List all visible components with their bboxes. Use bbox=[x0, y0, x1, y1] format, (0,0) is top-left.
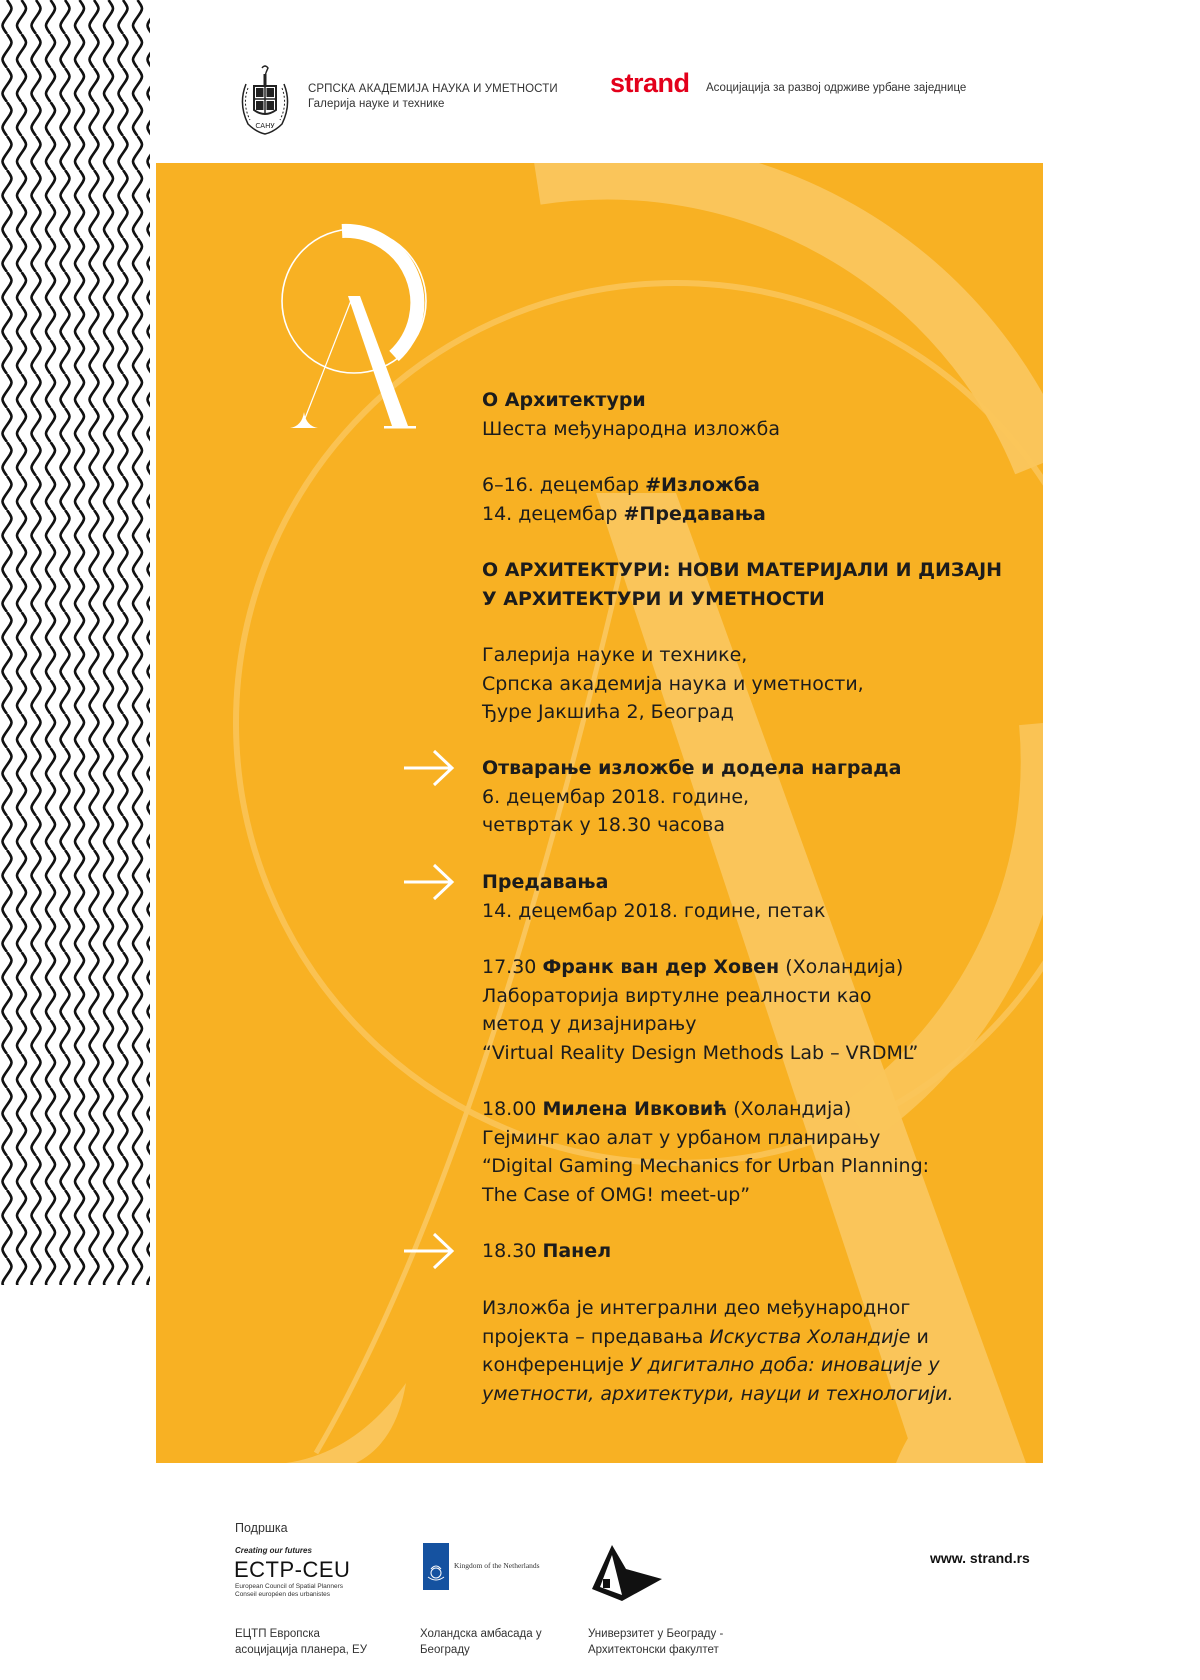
arrow-right-icon bbox=[402, 862, 456, 902]
talk-line: “Digital Gaming Mechanics for Urban Planning: bbox=[482, 1155, 930, 1177]
svg-text:САНУ: САНУ bbox=[255, 122, 275, 130]
strand-logo: strand bbox=[610, 68, 690, 98]
opening-date: 6. децембар 2018. године, bbox=[482, 785, 750, 808]
talk-line: Гејминг као алат у урбаном планирању bbox=[482, 1126, 881, 1149]
talk-line: The Case of OMG! meet-up” bbox=[482, 1183, 751, 1206]
panel-item bbox=[482, 1237, 1042, 1266]
talk-1 bbox=[482, 953, 1042, 1067]
exhibition-subtitle: Шеста међународна изложба bbox=[482, 417, 781, 440]
talk-line: Лабораторија виртулне реалности као bbox=[482, 984, 872, 1007]
o-arhitekturi-emblem-icon bbox=[276, 206, 436, 436]
talk-line: метод у дизајнирању bbox=[482, 1013, 697, 1035]
exhibition-title-block bbox=[482, 386, 1042, 443]
poster-panel bbox=[156, 163, 1043, 1463]
talk-country: (Холандија) bbox=[733, 1098, 852, 1120]
sanu-line-2: Галерија науке и технике bbox=[308, 98, 445, 110]
talk-2-header bbox=[482, 1095, 1042, 1124]
project-note: Изложба је интегрални део међународног пројекта – предавања Искуства Холандије и конференције У дигитално доба: иновације у уметности, архитектури, науци и технологији. bbox=[482, 1297, 954, 1405]
date-line-lectures: 14. децембар #Предавања bbox=[482, 502, 766, 525]
sanu-name bbox=[308, 82, 558, 112]
architecture-faculty-caption: Универзитет у Београду - Архитектонски факултет bbox=[588, 1628, 724, 1656]
arrow-right-icon bbox=[402, 748, 456, 788]
website-link[interactable]: www. strand.rs bbox=[930, 1550, 1030, 1566]
talk-speaker: Франк ван дер Ховен bbox=[542, 956, 780, 978]
talk-time: 17.30 bbox=[482, 956, 537, 978]
strand-description: Асоцијација за развој одрживе урбане заједнице bbox=[706, 82, 967, 94]
hashtag-lectures: #Предавања bbox=[623, 502, 766, 525]
talk-2 bbox=[482, 1095, 1042, 1209]
support-label: Подршка bbox=[235, 1521, 288, 1535]
ectp-caption: ЕЦТП Европска асоцијација планера, ЕУ bbox=[235, 1628, 368, 1656]
netherlands-crest-icon bbox=[423, 1543, 449, 1590]
lectures-date: 14. децембар 2018. године, петак bbox=[482, 899, 826, 922]
conference-title: У дигитално доба: иновације у bbox=[629, 1354, 940, 1376]
opening-block bbox=[482, 754, 1042, 840]
exhibition-title: О Архитектури bbox=[482, 389, 646, 411]
netherlands-caption: Холандска амбасада у Београду bbox=[420, 1628, 542, 1656]
talk-time: 18.00 bbox=[482, 1098, 537, 1120]
netherlands-logo-text: Kingdom of the Netherlands bbox=[454, 1561, 540, 1570]
talk-1-header bbox=[482, 953, 1042, 982]
talk-speaker: Милена Ивковић bbox=[542, 1098, 728, 1120]
header bbox=[0, 58, 1200, 138]
lecture-series-title: Искуства Холандије bbox=[709, 1325, 911, 1348]
date-line-exhibition: 6–16. децембар #Изложба bbox=[482, 474, 760, 496]
sanu-crest-icon bbox=[236, 64, 294, 136]
hashtag-exhibition: #Изложба bbox=[645, 474, 760, 496]
sanu-line-1: СРПСКА АКАДЕМИЈА НАУКА И УМЕТНОСТИ bbox=[308, 83, 558, 95]
talk-country: (Холандија) bbox=[785, 956, 904, 978]
dates-block bbox=[482, 471, 1042, 528]
opening-heading: Отварање изложбе и додела награда bbox=[482, 757, 902, 779]
theme-heading: О АРХИТЕКТУРИ: НОВИ МАТЕРИЈАЛИ И ДИЗАЈН У АРХИТЕКТУРИ И УМЕТНОСТИ bbox=[482, 559, 1003, 610]
venue-line-3: Ђуре Јакшића 2, Београд bbox=[482, 701, 734, 723]
footer bbox=[0, 1463, 1200, 1680]
ectp-tagline: Creating our futures bbox=[235, 1546, 312, 1555]
venue-block bbox=[482, 641, 1042, 727]
venue-line-2: Српска академија наука и уметности, bbox=[482, 672, 864, 695]
arrow-right-icon bbox=[402, 1231, 456, 1271]
ectp-logo: ECTP-CEU bbox=[234, 1557, 351, 1582]
opening-time: четвртак у 18.30 часова bbox=[482, 814, 725, 836]
architecture-faculty-logo-icon bbox=[588, 1543, 663, 1605]
panel-time: 18.30 bbox=[482, 1240, 537, 1262]
panel-label: Панел bbox=[542, 1240, 612, 1262]
lectures-block bbox=[482, 868, 1042, 925]
wavy-lines-decoration bbox=[0, 0, 150, 1285]
venue-line-1: Галерија науке и технике, bbox=[482, 644, 748, 666]
lectures-heading: Предавања bbox=[482, 871, 609, 893]
talk-line: “Virtual Reality Design Methods Lab – VRDML” bbox=[482, 1041, 919, 1064]
ectp-subtitle: European Council of Spatial Planners Conseil européen des urbanistes bbox=[235, 1583, 344, 1598]
